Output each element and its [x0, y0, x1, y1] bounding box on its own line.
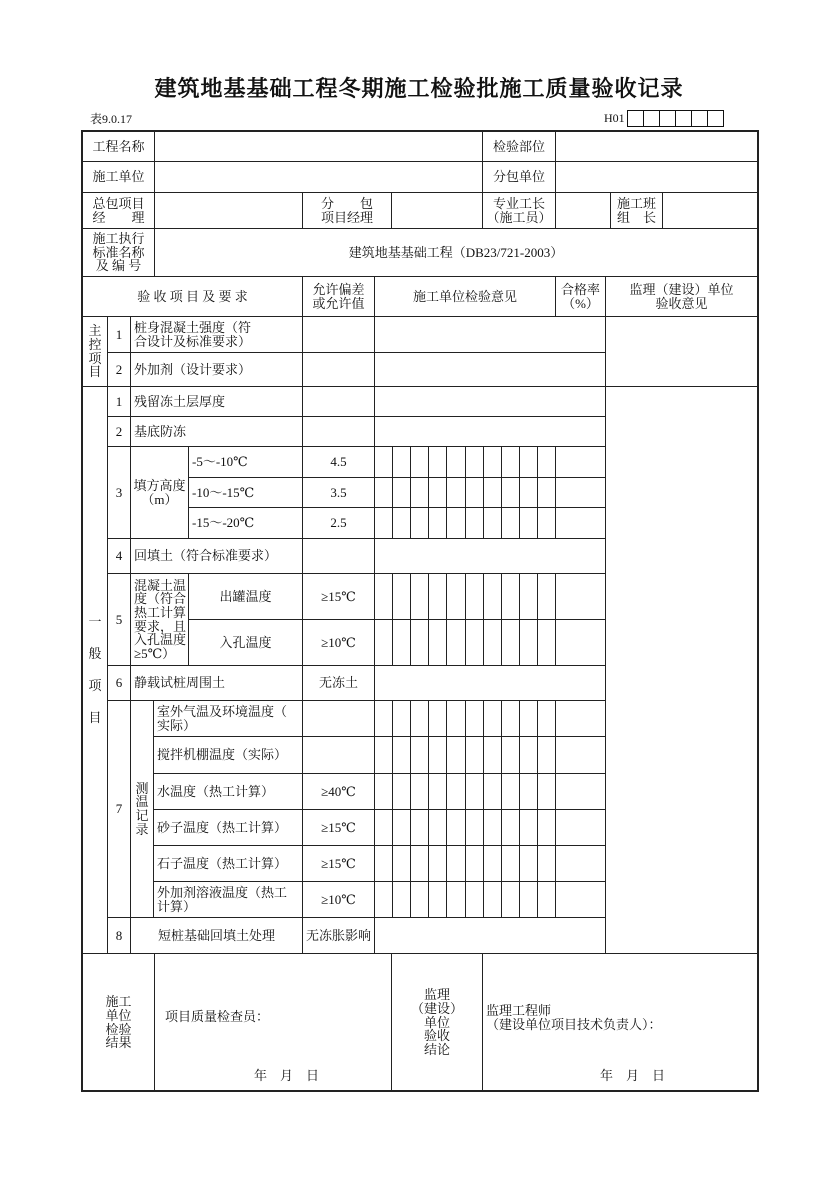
- general-label: 一 般 项 目: [82, 386, 108, 954]
- check-cell[interactable]: [392, 881, 411, 918]
- check-cell[interactable]: [428, 477, 447, 508]
- check-cell[interactable]: [374, 809, 393, 846]
- check-cell[interactable]: [446, 736, 466, 774]
- check-cell[interactable]: [446, 845, 466, 882]
- check-cell[interactable]: [410, 700, 429, 737]
- sub-item-text: -10～-15℃: [188, 477, 303, 508]
- subcontract-unit-field[interactable]: [555, 161, 758, 193]
- check-cell[interactable]: [483, 477, 502, 508]
- construction-unit-field[interactable]: [154, 161, 483, 193]
- check-cell[interactable]: [537, 573, 556, 620]
- check-cell[interactable]: [537, 881, 556, 918]
- check-cell[interactable]: [465, 736, 484, 774]
- code-box[interactable]: [659, 110, 676, 127]
- check-cell[interactable]: [374, 700, 393, 737]
- check-cell[interactable]: [392, 845, 411, 882]
- contractor-opinion-cell[interactable]: [374, 538, 606, 574]
- sub-item-text: 水温度（热工计算）: [153, 773, 303, 810]
- pass-rate-cell[interactable]: [555, 619, 606, 666]
- main-control-label: 主 控 项 目: [82, 316, 108, 387]
- check-cell[interactable]: [537, 446, 556, 478]
- general-pm-label: 总包项目 经 理: [82, 192, 155, 229]
- check-cell[interactable]: [537, 773, 556, 810]
- page-title: 建筑地基基础工程冬期施工检验批施工质量验收记录: [154, 76, 684, 101]
- item-no: 1: [107, 316, 131, 353]
- item-value[interactable]: [302, 316, 375, 353]
- check-cell[interactable]: [501, 700, 520, 737]
- check-cell[interactable]: [465, 477, 484, 508]
- check-cell[interactable]: [537, 700, 556, 737]
- check-cell[interactable]: [465, 845, 484, 882]
- contractor-result-label: 施工 单位 检验 结果: [82, 953, 155, 1092]
- check-cell[interactable]: [428, 881, 447, 918]
- check-cell[interactable]: [446, 881, 466, 918]
- sub-item-text: 入孔温度: [188, 619, 303, 666]
- item-no: 2: [107, 416, 131, 447]
- check-cell[interactable]: [519, 809, 538, 846]
- item-text: 测 温 记 录: [130, 700, 154, 918]
- contractor-opinion-cell[interactable]: [374, 316, 606, 353]
- item-text: 桩身混凝土强度（符 合设计及标准要求）: [130, 316, 303, 353]
- construction-unit-label: 施工单位: [82, 161, 155, 193]
- contractor-date-label: 年 月 日: [254, 1068, 320, 1083]
- item-value[interactable]: 无冻胀影响: [302, 917, 375, 954]
- check-cell[interactable]: [428, 573, 447, 620]
- col-pass-rate: 合格率 （%）: [555, 276, 606, 317]
- check-cell[interactable]: [519, 507, 538, 539]
- sub-item-value[interactable]: ≥15℃: [302, 809, 375, 846]
- check-cell[interactable]: [537, 619, 556, 666]
- item-text: 短桩基础回填土处理: [130, 917, 303, 954]
- check-cell[interactable]: [465, 507, 484, 539]
- check-cell[interactable]: [483, 809, 502, 846]
- check-cell[interactable]: [501, 446, 520, 478]
- check-cell[interactable]: [392, 809, 411, 846]
- item-no: 2: [107, 352, 131, 387]
- pass-rate-cell[interactable]: [555, 845, 606, 882]
- sub-item-text: -5～-10℃: [188, 446, 303, 478]
- check-cell[interactable]: [410, 809, 429, 846]
- check-cell[interactable]: [374, 881, 393, 918]
- check-cell[interactable]: [392, 736, 411, 774]
- project-name-field[interactable]: [154, 131, 483, 162]
- check-cell[interactable]: [428, 507, 447, 539]
- contractor-opinion-cell[interactable]: [374, 917, 606, 954]
- check-cell[interactable]: [428, 773, 447, 810]
- sub-item-text: 出罐温度: [188, 573, 303, 620]
- check-cell[interactable]: [483, 700, 502, 737]
- check-cell[interactable]: [537, 736, 556, 774]
- check-cell[interactable]: [428, 700, 447, 737]
- record-code: [604, 110, 724, 127]
- check-cell[interactable]: [392, 573, 411, 620]
- check-cell[interactable]: [374, 845, 393, 882]
- check-cell[interactable]: [410, 477, 429, 508]
- check-cell[interactable]: [483, 736, 502, 774]
- check-cell[interactable]: [465, 809, 484, 846]
- check-cell[interactable]: [374, 573, 393, 620]
- inspector-label: 项目质量检查员：: [165, 1009, 270, 1024]
- sub-item-value[interactable]: ≥10℃: [302, 881, 375, 918]
- supervisor-conclusion-label: 监理 （建设） 单位 验收 结论: [391, 953, 483, 1092]
- item-text: 基底防冻: [130, 416, 303, 447]
- check-cell[interactable]: [428, 845, 447, 882]
- check-cell[interactable]: [428, 736, 447, 774]
- check-cell[interactable]: [410, 573, 429, 620]
- item-text: 静载试桩周围土: [130, 665, 303, 701]
- check-cell[interactable]: [519, 736, 538, 774]
- check-cell[interactable]: [501, 573, 520, 620]
- sub-item-value[interactable]: 4.5: [302, 446, 375, 478]
- check-cell[interactable]: [410, 446, 429, 478]
- check-cell[interactable]: [374, 507, 393, 539]
- check-cell[interactable]: [483, 573, 502, 620]
- check-cell[interactable]: [374, 619, 393, 666]
- pass-rate-cell[interactable]: [555, 700, 606, 737]
- item-text: 外加剂（设计要求）: [130, 352, 303, 387]
- table-number: 表9.0.17: [90, 112, 133, 126]
- sub-item-text: -15～-20℃: [188, 507, 303, 539]
- sub-pm-field[interactable]: [391, 192, 483, 229]
- check-cell[interactable]: [446, 573, 466, 620]
- pass-rate-cell[interactable]: [555, 477, 606, 508]
- contractor-opinion-cell[interactable]: [374, 386, 606, 417]
- check-cell[interactable]: [428, 809, 447, 846]
- item-no: 7: [107, 700, 131, 918]
- check-cell[interactable]: [501, 809, 520, 846]
- sub-item-value[interactable]: 2.5: [302, 507, 375, 539]
- check-cell[interactable]: [537, 809, 556, 846]
- supervisor-date-label: 年 月 日: [600, 1068, 666, 1083]
- pass-rate-cell[interactable]: [555, 507, 606, 539]
- sub-item-value[interactable]: [302, 700, 375, 737]
- check-cell[interactable]: [410, 736, 429, 774]
- sub-item-value[interactable]: ≥40℃: [302, 773, 375, 810]
- check-cell[interactable]: [392, 619, 411, 666]
- check-cell[interactable]: [483, 881, 502, 918]
- contractor-opinion-cell[interactable]: [374, 665, 606, 701]
- item-no: 4: [107, 538, 131, 574]
- item-no: 1: [107, 386, 131, 417]
- check-cell[interactable]: [428, 619, 447, 666]
- check-cell[interactable]: [537, 507, 556, 539]
- check-cell[interactable]: [483, 507, 502, 539]
- contractor-opinion-cell[interactable]: [374, 416, 606, 447]
- check-cell[interactable]: [501, 845, 520, 882]
- check-cell[interactable]: [410, 845, 429, 882]
- check-cell[interactable]: [501, 619, 520, 666]
- check-cell[interactable]: [410, 507, 429, 539]
- check-cell[interactable]: [465, 700, 484, 737]
- check-cell[interactable]: [519, 619, 538, 666]
- sub-item-text: 外加剂溶液温度（热工 计算）: [153, 881, 303, 918]
- sub-item-value[interactable]: ≥15℃: [302, 845, 375, 882]
- standard-value: 建筑地基基础工程（DB23/721-2003）: [154, 228, 758, 277]
- item-value[interactable]: [302, 386, 375, 417]
- check-cell[interactable]: [537, 845, 556, 882]
- check-cell[interactable]: [501, 507, 520, 539]
- check-cell[interactable]: [465, 881, 484, 918]
- check-cell[interactable]: [446, 809, 466, 846]
- project-name-label: 工程名称: [82, 131, 155, 162]
- code-box[interactable]: [675, 110, 692, 127]
- sub-item-value[interactable]: 3.5: [302, 477, 375, 508]
- code-box[interactable]: [627, 110, 644, 127]
- check-cell[interactable]: [519, 845, 538, 882]
- check-cell[interactable]: [410, 619, 429, 666]
- item-no: 6: [107, 665, 131, 701]
- col-supervisor: 监理（建设）单位 验收意见: [605, 276, 758, 317]
- code-prefix: H01: [604, 111, 625, 125]
- check-cell[interactable]: [392, 700, 411, 737]
- check-cell[interactable]: [374, 477, 393, 508]
- team-leader-label: 施工班 组 长: [610, 192, 663, 229]
- code-box[interactable]: [643, 110, 660, 127]
- foreman-field[interactable]: [555, 192, 611, 229]
- sub-item-text: 搅拌机棚温度（实际）: [153, 736, 303, 774]
- pass-rate-cell[interactable]: [555, 736, 606, 774]
- pass-rate-cell[interactable]: [555, 446, 606, 478]
- code-box[interactable]: [691, 110, 708, 127]
- item-text: 混凝土温 度（符合 热工计算 要求，且 入孔温度 ≥5℃）: [130, 573, 189, 666]
- pass-rate-cell[interactable]: [555, 881, 606, 918]
- check-cell[interactable]: [465, 773, 484, 810]
- contractor-opinion-cell[interactable]: [374, 352, 606, 387]
- subcontract-unit-label: 分包单位: [482, 161, 556, 193]
- check-cell[interactable]: [483, 845, 502, 882]
- engineer-label: 监理工程师 （建设单位项目技术负责人）：: [486, 1003, 662, 1033]
- check-cell[interactable]: [519, 446, 538, 478]
- sub-item-text: 石子温度（热工计算）: [153, 845, 303, 882]
- check-cell[interactable]: [483, 619, 502, 666]
- check-cell[interactable]: [374, 736, 393, 774]
- check-cell[interactable]: [446, 477, 466, 508]
- check-cell[interactable]: [501, 881, 520, 918]
- item-text: 残留冻土层厚度: [130, 386, 303, 417]
- code-box[interactable]: [707, 110, 724, 127]
- sub-item-value[interactable]: ≥10℃: [302, 619, 375, 666]
- item-text: 回填土（符合标准要求）: [130, 538, 303, 574]
- check-cell[interactable]: [446, 619, 466, 666]
- check-cell[interactable]: [410, 773, 429, 810]
- pass-rate-cell[interactable]: [555, 773, 606, 810]
- check-cell[interactable]: [392, 477, 411, 508]
- item-no: 5: [107, 573, 131, 666]
- inspect-location-field[interactable]: [555, 131, 758, 162]
- item-value[interactable]: [302, 538, 375, 574]
- check-cell[interactable]: [465, 573, 484, 620]
- team-leader-field[interactable]: [662, 192, 758, 229]
- check-cell[interactable]: [519, 773, 538, 810]
- col-contractor: 施工单位检验意见: [374, 276, 556, 317]
- col-tolerance: 允许偏差 或允许值: [302, 276, 375, 317]
- check-cell[interactable]: [446, 773, 466, 810]
- supervisor-opinion-main[interactable]: [605, 316, 758, 387]
- check-cell[interactable]: [374, 446, 393, 478]
- item-value[interactable]: [302, 352, 375, 387]
- check-cell[interactable]: [501, 773, 520, 810]
- col-items: 验 收 项 目 及 要 求: [82, 276, 303, 317]
- pass-rate-cell[interactable]: [555, 573, 606, 620]
- check-cell[interactable]: [519, 881, 538, 918]
- item-value[interactable]: [302, 416, 375, 447]
- check-cell[interactable]: [446, 446, 466, 478]
- check-cell[interactable]: [392, 507, 411, 539]
- check-cell[interactable]: [537, 477, 556, 508]
- supervisor-opinion-general[interactable]: [605, 386, 758, 954]
- general-pm-field[interactable]: [154, 192, 303, 229]
- item-no: 8: [107, 917, 131, 954]
- check-cell[interactable]: [519, 573, 538, 620]
- sub-pm-label: 分 包 项目经理: [302, 192, 392, 229]
- check-cell[interactable]: [519, 700, 538, 737]
- check-cell[interactable]: [483, 446, 502, 478]
- check-cell[interactable]: [374, 773, 393, 810]
- check-cell[interactable]: [465, 446, 484, 478]
- check-cell[interactable]: [410, 881, 429, 918]
- sub-item-value[interactable]: ≥15℃: [302, 573, 375, 620]
- check-cell[interactable]: [446, 700, 466, 737]
- check-cell[interactable]: [519, 477, 538, 508]
- check-cell[interactable]: [501, 736, 520, 774]
- check-cell[interactable]: [465, 619, 484, 666]
- foreman-label: 专业工长 （施工员）: [482, 192, 556, 229]
- inspect-location-label: 检验部位: [482, 131, 556, 162]
- sub-item-text: 室外气温及环境温度（ 实际）: [153, 700, 303, 737]
- standard-label: 施工执行 标准名称 及 编 号: [82, 228, 155, 277]
- check-cell[interactable]: [428, 446, 447, 478]
- sub-item-text: 砂子温度（热工计算）: [153, 809, 303, 846]
- check-cell[interactable]: [446, 507, 466, 539]
- item-no: 3: [107, 446, 131, 539]
- check-cell[interactable]: [392, 446, 411, 478]
- check-cell[interactable]: [501, 477, 520, 508]
- pass-rate-cell[interactable]: [555, 809, 606, 846]
- sub-item-value[interactable]: [302, 736, 375, 774]
- check-cell[interactable]: [392, 773, 411, 810]
- check-cell[interactable]: [483, 773, 502, 810]
- item-value[interactable]: 无冻土: [302, 665, 375, 701]
- item-text: 填方高度 （m）: [130, 446, 189, 539]
